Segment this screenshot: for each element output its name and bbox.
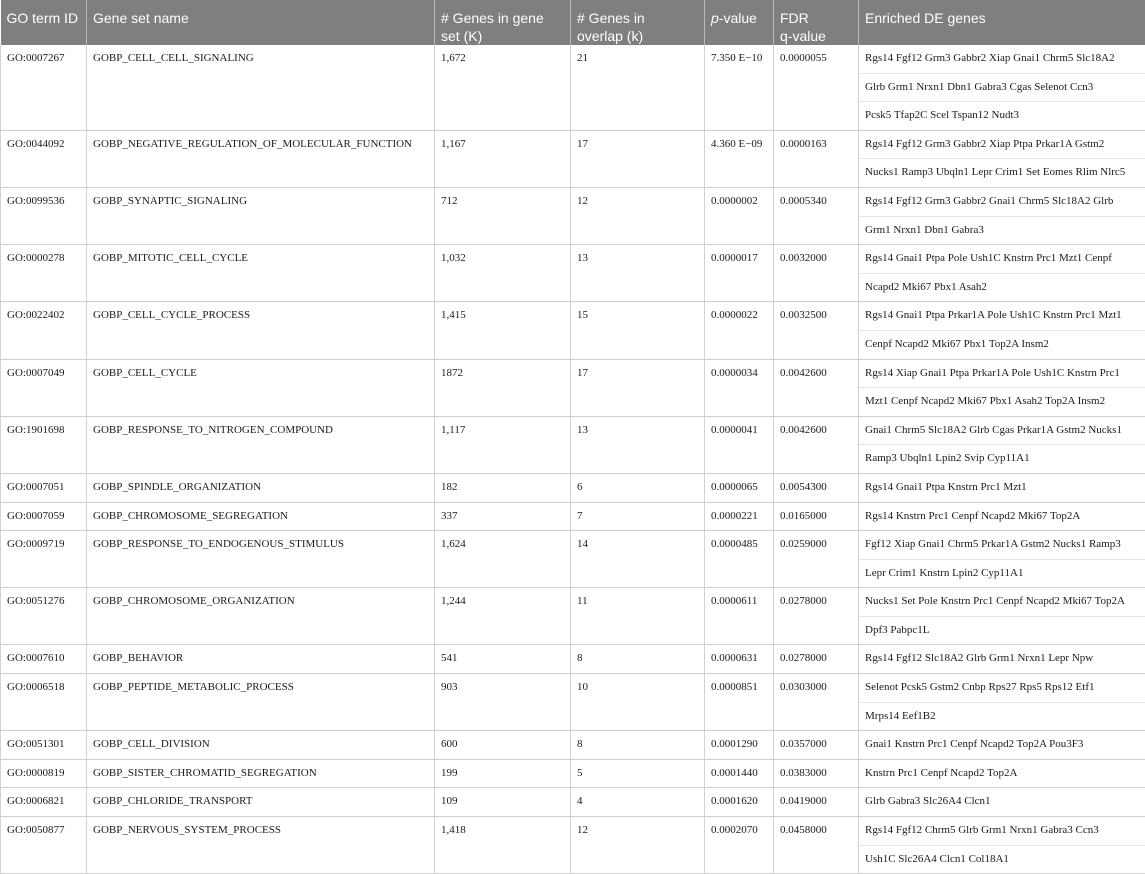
gene-list-line: Cenpf Ncapd2 Mki67 Pbx1 Top2A Insm2 <box>859 331 1145 359</box>
gene-list-line: Grm1 Nrxn1 Dbn1 Gabra3 <box>859 217 1145 245</box>
cell-fdr-q-value: 0.0278000 <box>774 588 859 645</box>
cell-go-id: GO:0007610 <box>1 645 87 674</box>
gene-list-line: Selenot Pcsk5 Gstm2 Cnbp Rps27 Rps5 Rps12 Etf1 <box>859 674 1145 703</box>
cell-genes-in-overlap: 21 <box>571 45 705 130</box>
table-row <box>1 645 1145 674</box>
cell-enriched-genes <box>859 817 1145 874</box>
cell-fdr-q-value: 0.0042600 <box>774 359 859 416</box>
cell-p-value: 0.0001440 <box>705 759 774 788</box>
cell-genes-in-set: 337 <box>435 502 571 531</box>
cell-enriched-genes <box>859 588 1145 645</box>
cell-genes-in-set: 1,167 <box>435 130 571 187</box>
cell-enriched-genes <box>859 245 1145 302</box>
cell-p-value: 0.0000022 <box>705 302 774 359</box>
cell-p-value: 0.0001620 <box>705 788 774 817</box>
cell-genes-in-overlap: 13 <box>571 245 705 302</box>
cell-enriched-genes <box>859 502 1145 531</box>
cell-p-value: 0.0000631 <box>705 645 774 674</box>
gene-list-line: Rgs14 Fgf12 Chrm5 Glrb Grm1 Nrxn1 Gabra3 Ccn3 <box>859 817 1145 846</box>
cell-genes-in-overlap: 5 <box>571 759 705 788</box>
gene-list-line: Ncapd2 Mki67 Pbx1 Asah2 <box>859 274 1145 302</box>
gene-list-line: Fgf12 Xiap Gnai1 Chrm5 Prkar1A Gstm2 Nucks1 Ramp3 <box>859 531 1145 560</box>
gene-list-line: Rgs14 Gnai1 Ptpa Knstrn Prc1 Mzt1 <box>859 474 1145 502</box>
cell-gene-set-name: GOBP_CELL_CYCLE <box>87 359 435 416</box>
table-header <box>1 0 1145 45</box>
cell-genes-in-set: 903 <box>435 674 571 731</box>
cell-gene-set-name: GOBP_CHROMOSOME_SEGREGATION <box>87 502 435 531</box>
table-row <box>1 245 1145 302</box>
header-fdr-q-value: FDR q-value <box>774 0 859 45</box>
cell-go-id: GO:0000278 <box>1 245 87 302</box>
cell-go-id: GO:0000819 <box>1 759 87 788</box>
cell-p-value: 0.0000851 <box>705 674 774 731</box>
cell-enriched-genes <box>859 130 1145 187</box>
table-row <box>1 502 1145 531</box>
cell-enriched-genes <box>859 674 1145 731</box>
cell-genes-in-overlap: 15 <box>571 302 705 359</box>
cell-enriched-genes <box>859 416 1145 473</box>
gene-list-line: Ramp3 Ubqln1 Lpin2 Svip Cyp11A1 <box>859 445 1145 473</box>
cell-go-id: GO:0051276 <box>1 588 87 645</box>
cell-enriched-genes <box>859 187 1145 244</box>
cell-gene-set-name: GOBP_RESPONSE_TO_NITROGEN_COMPOUND <box>87 416 435 473</box>
cell-go-id: GO:1901698 <box>1 416 87 473</box>
gene-list-line: Glrb Gabra3 Slc26A4 Clcn1 <box>859 788 1145 816</box>
cell-enriched-genes <box>859 531 1145 588</box>
cell-genes-in-overlap: 17 <box>571 130 705 187</box>
cell-gene-set-name: GOBP_SISTER_CHROMATID_SEGREGATION <box>87 759 435 788</box>
gene-list-line: Dpf3 Pabpc1L <box>859 617 1145 645</box>
table-row <box>1 788 1145 817</box>
gene-list-line: Rgs14 Knstrn Prc1 Cenpf Ncapd2 Mki67 Top2A <box>859 503 1145 531</box>
cell-fdr-q-value: 0.0383000 <box>774 759 859 788</box>
cell-genes-in-overlap: 6 <box>571 473 705 502</box>
cell-go-id: GO:0006821 <box>1 788 87 817</box>
gene-list-line: Pcsk5 Tfap2C Scel Tspan12 Nudt3 <box>859 102 1145 130</box>
table-row <box>1 588 1145 645</box>
cell-go-id: GO:0050877 <box>1 817 87 874</box>
gene-list-line: Ush1C Slc26A4 Clcn1 Col18A1 <box>859 846 1145 874</box>
cell-genes-in-overlap: 17 <box>571 359 705 416</box>
cell-gene-set-name: GOBP_SYNAPTIC_SIGNALING <box>87 187 435 244</box>
cell-genes-in-set: 541 <box>435 645 571 674</box>
cell-genes-in-set: 1,624 <box>435 531 571 588</box>
table-row <box>1 817 1145 874</box>
cell-fdr-q-value: 0.0419000 <box>774 788 859 817</box>
cell-genes-in-overlap: 11 <box>571 588 705 645</box>
cell-go-id: GO:0007049 <box>1 359 87 416</box>
cell-genes-in-overlap: 8 <box>571 645 705 674</box>
cell-gene-set-name: GOBP_MITOTIC_CELL_CYCLE <box>87 245 435 302</box>
table-row <box>1 302 1145 359</box>
gene-list-line: Mrps14 Eef1B2 <box>859 703 1145 731</box>
gene-list-line: Nucks1 Set Pole Knstrn Prc1 Cenpf Ncapd2 Mki67 Top2A <box>859 588 1145 617</box>
cell-enriched-genes <box>859 45 1145 130</box>
cell-go-id: GO:0009719 <box>1 531 87 588</box>
cell-p-value: 0.0000221 <box>705 502 774 531</box>
table-row <box>1 130 1145 187</box>
gene-list-line: Rgs14 Gnai1 Ptpa Prkar1A Pole Ush1C Knstrn Prc1 Mzt1 <box>859 302 1145 331</box>
cell-gene-set-name: GOBP_CHLORIDE_TRANSPORT <box>87 788 435 817</box>
cell-fdr-q-value: 0.0278000 <box>774 645 859 674</box>
cell-p-value: 0.0001290 <box>705 731 774 760</box>
cell-p-value: 0.0000041 <box>705 416 774 473</box>
cell-go-id: GO:0051301 <box>1 731 87 760</box>
cell-genes-in-set: 1,418 <box>435 817 571 874</box>
gene-list-line: Lepr Crim1 Knstrn Lpin2 Cyp11A1 <box>859 560 1145 588</box>
cell-enriched-genes <box>859 788 1145 817</box>
header-go-id: GO term ID <box>1 0 87 45</box>
cell-fdr-q-value: 0.0000055 <box>774 45 859 130</box>
cell-go-id: GO:0007051 <box>1 473 87 502</box>
cell-enriched-genes <box>859 645 1145 674</box>
gene-list-line: Rgs14 Fgf12 Grm3 Gabbr2 Gnai1 Chrm5 Slc18A2 Glrb <box>859 188 1145 217</box>
table-row <box>1 473 1145 502</box>
cell-gene-set-name: GOBP_SPINDLE_ORGANIZATION <box>87 473 435 502</box>
cell-gene-set-name: GOBP_CELL_CYCLE_PROCESS <box>87 302 435 359</box>
cell-fdr-q-value: 0.0000163 <box>774 130 859 187</box>
cell-gene-set-name: GOBP_NERVOUS_SYSTEM_PROCESS <box>87 817 435 874</box>
table-row <box>1 674 1145 731</box>
cell-genes-in-overlap: 8 <box>571 731 705 760</box>
cell-gene-set-name: GOBP_CELL_DIVISION <box>87 731 435 760</box>
cell-fdr-q-value: 0.0458000 <box>774 817 859 874</box>
cell-enriched-genes <box>859 731 1145 760</box>
cell-p-value: 0.0002070 <box>705 817 774 874</box>
gene-list-line: Rgs14 Fgf12 Slc18A2 Glrb Grm1 Nrxn1 Lepr Npw <box>859 645 1145 673</box>
header-p-value: p-value <box>705 0 774 45</box>
cell-genes-in-set: 182 <box>435 473 571 502</box>
cell-p-value: 0.0000485 <box>705 531 774 588</box>
cell-fdr-q-value: 0.0005340 <box>774 187 859 244</box>
cell-fdr-q-value: 0.0032000 <box>774 245 859 302</box>
gene-list-line: Glrb Grm1 Nrxn1 Dbn1 Gabra3 Cgas Selenot Ccn3 <box>859 74 1145 103</box>
gene-list-line: Gnai1 Chrm5 Slc18A2 Glrb Cgas Prkar1A Gstm2 Nucks1 <box>859 417 1145 446</box>
gene-list-line: Gnai1 Knstrn Prc1 Cenpf Ncapd2 Top2A Pou3F3 <box>859 731 1145 759</box>
cell-genes-in-set: 1,032 <box>435 245 571 302</box>
cell-p-value: 7.350 E−10 <box>705 45 774 130</box>
header-enriched-genes: Enriched DE genes <box>859 0 1145 45</box>
cell-gene-set-name: GOBP_RESPONSE_TO_ENDOGENOUS_STIMULUS <box>87 531 435 588</box>
cell-enriched-genes <box>859 473 1145 502</box>
table-row <box>1 759 1145 788</box>
gene-list-line: Knstrn Prc1 Cenpf Ncapd2 Top2A <box>859 760 1145 788</box>
cell-fdr-q-value: 0.0357000 <box>774 731 859 760</box>
gene-list-line: Rgs14 Xiap Gnai1 Ptpa Prkar1A Pole Ush1C Knstrn Prc1 <box>859 360 1145 389</box>
cell-p-value: 0.0000002 <box>705 187 774 244</box>
cell-enriched-genes <box>859 359 1145 416</box>
cell-fdr-q-value: 0.0042600 <box>774 416 859 473</box>
cell-p-value: 0.0000034 <box>705 359 774 416</box>
cell-gene-set-name: GOBP_CELL_CELL_SIGNALING <box>87 45 435 130</box>
cell-go-id: GO:0044092 <box>1 130 87 187</box>
cell-fdr-q-value: 0.0259000 <box>774 531 859 588</box>
cell-fdr-q-value: 0.0303000 <box>774 674 859 731</box>
cell-genes-in-set: 1872 <box>435 359 571 416</box>
gene-list-line: Mzt1 Cenpf Ncapd2 Mki67 Pbx1 Asah2 Top2A Insm2 <box>859 388 1145 416</box>
table-row <box>1 187 1145 244</box>
header-row <box>1 0 1145 45</box>
cell-genes-in-set: 109 <box>435 788 571 817</box>
table-body <box>1 45 1145 874</box>
cell-genes-in-overlap: 12 <box>571 817 705 874</box>
cell-genes-in-set: 712 <box>435 187 571 244</box>
cell-fdr-q-value: 0.0032500 <box>774 302 859 359</box>
table-row <box>1 731 1145 760</box>
gene-list-line: Rgs14 Gnai1 Ptpa Pole Ush1C Knstrn Prc1 Mzt1 Cenpf <box>859 245 1145 274</box>
cell-genes-in-set: 1,672 <box>435 45 571 130</box>
cell-go-id: GO:0007059 <box>1 502 87 531</box>
cell-genes-in-set: 1,244 <box>435 588 571 645</box>
cell-genes-in-set: 199 <box>435 759 571 788</box>
cell-gene-set-name: GOBP_PEPTIDE_METABOLIC_PROCESS <box>87 674 435 731</box>
cell-genes-in-set: 1,415 <box>435 302 571 359</box>
gene-list-line: Rgs14 Fgf12 Grm3 Gabbr2 Xiap Ptpa Prkar1A Gstm2 <box>859 131 1145 160</box>
header-gene-set-name: Gene set name <box>87 0 435 45</box>
cell-p-value: 0.0000611 <box>705 588 774 645</box>
cell-genes-in-overlap: 14 <box>571 531 705 588</box>
cell-genes-in-set: 1,117 <box>435 416 571 473</box>
header-genes-in-overlap: # Genes in overlap (k) <box>571 0 705 45</box>
cell-genes-in-overlap: 4 <box>571 788 705 817</box>
gene-list-line: Rgs14 Fgf12 Grm3 Gabbr2 Xiap Gnai1 Chrm5 Slc18A2 <box>859 45 1145 74</box>
cell-gene-set-name: GOBP_NEGATIVE_REGULATION_OF_MOLECULAR_FUNCTION <box>87 130 435 187</box>
cell-p-value: 0.0000017 <box>705 245 774 302</box>
table-row <box>1 416 1145 473</box>
cell-go-id: GO:0007267 <box>1 45 87 130</box>
cell-genes-in-overlap: 10 <box>571 674 705 731</box>
cell-p-value: 0.0000065 <box>705 473 774 502</box>
cell-genes-in-overlap: 13 <box>571 416 705 473</box>
table-row <box>1 359 1145 416</box>
cell-p-value: 4.360 E−09 <box>705 130 774 187</box>
table-row <box>1 531 1145 588</box>
cell-genes-in-overlap: 7 <box>571 502 705 531</box>
cell-fdr-q-value: 0.0165000 <box>774 502 859 531</box>
table-row <box>1 45 1145 130</box>
cell-genes-in-overlap: 12 <box>571 187 705 244</box>
cell-go-id: GO:0099536 <box>1 187 87 244</box>
cell-enriched-genes <box>859 302 1145 359</box>
cell-fdr-q-value: 0.0054300 <box>774 473 859 502</box>
cell-enriched-genes <box>859 759 1145 788</box>
cell-genes-in-set: 600 <box>435 731 571 760</box>
cell-gene-set-name: GOBP_BEHAVIOR <box>87 645 435 674</box>
cell-go-id: GO:0022402 <box>1 302 87 359</box>
cell-go-id: GO:0006518 <box>1 674 87 731</box>
gene-list-line: Nucks1 Ramp3 Ubqln1 Lepr Crim1 Set Eomes Rlim Nlrc5 <box>859 159 1145 187</box>
cell-gene-set-name: GOBP_CHROMOSOME_ORGANIZATION <box>87 588 435 645</box>
header-genes-in-set: # Genes in gene set (K) <box>435 0 571 45</box>
